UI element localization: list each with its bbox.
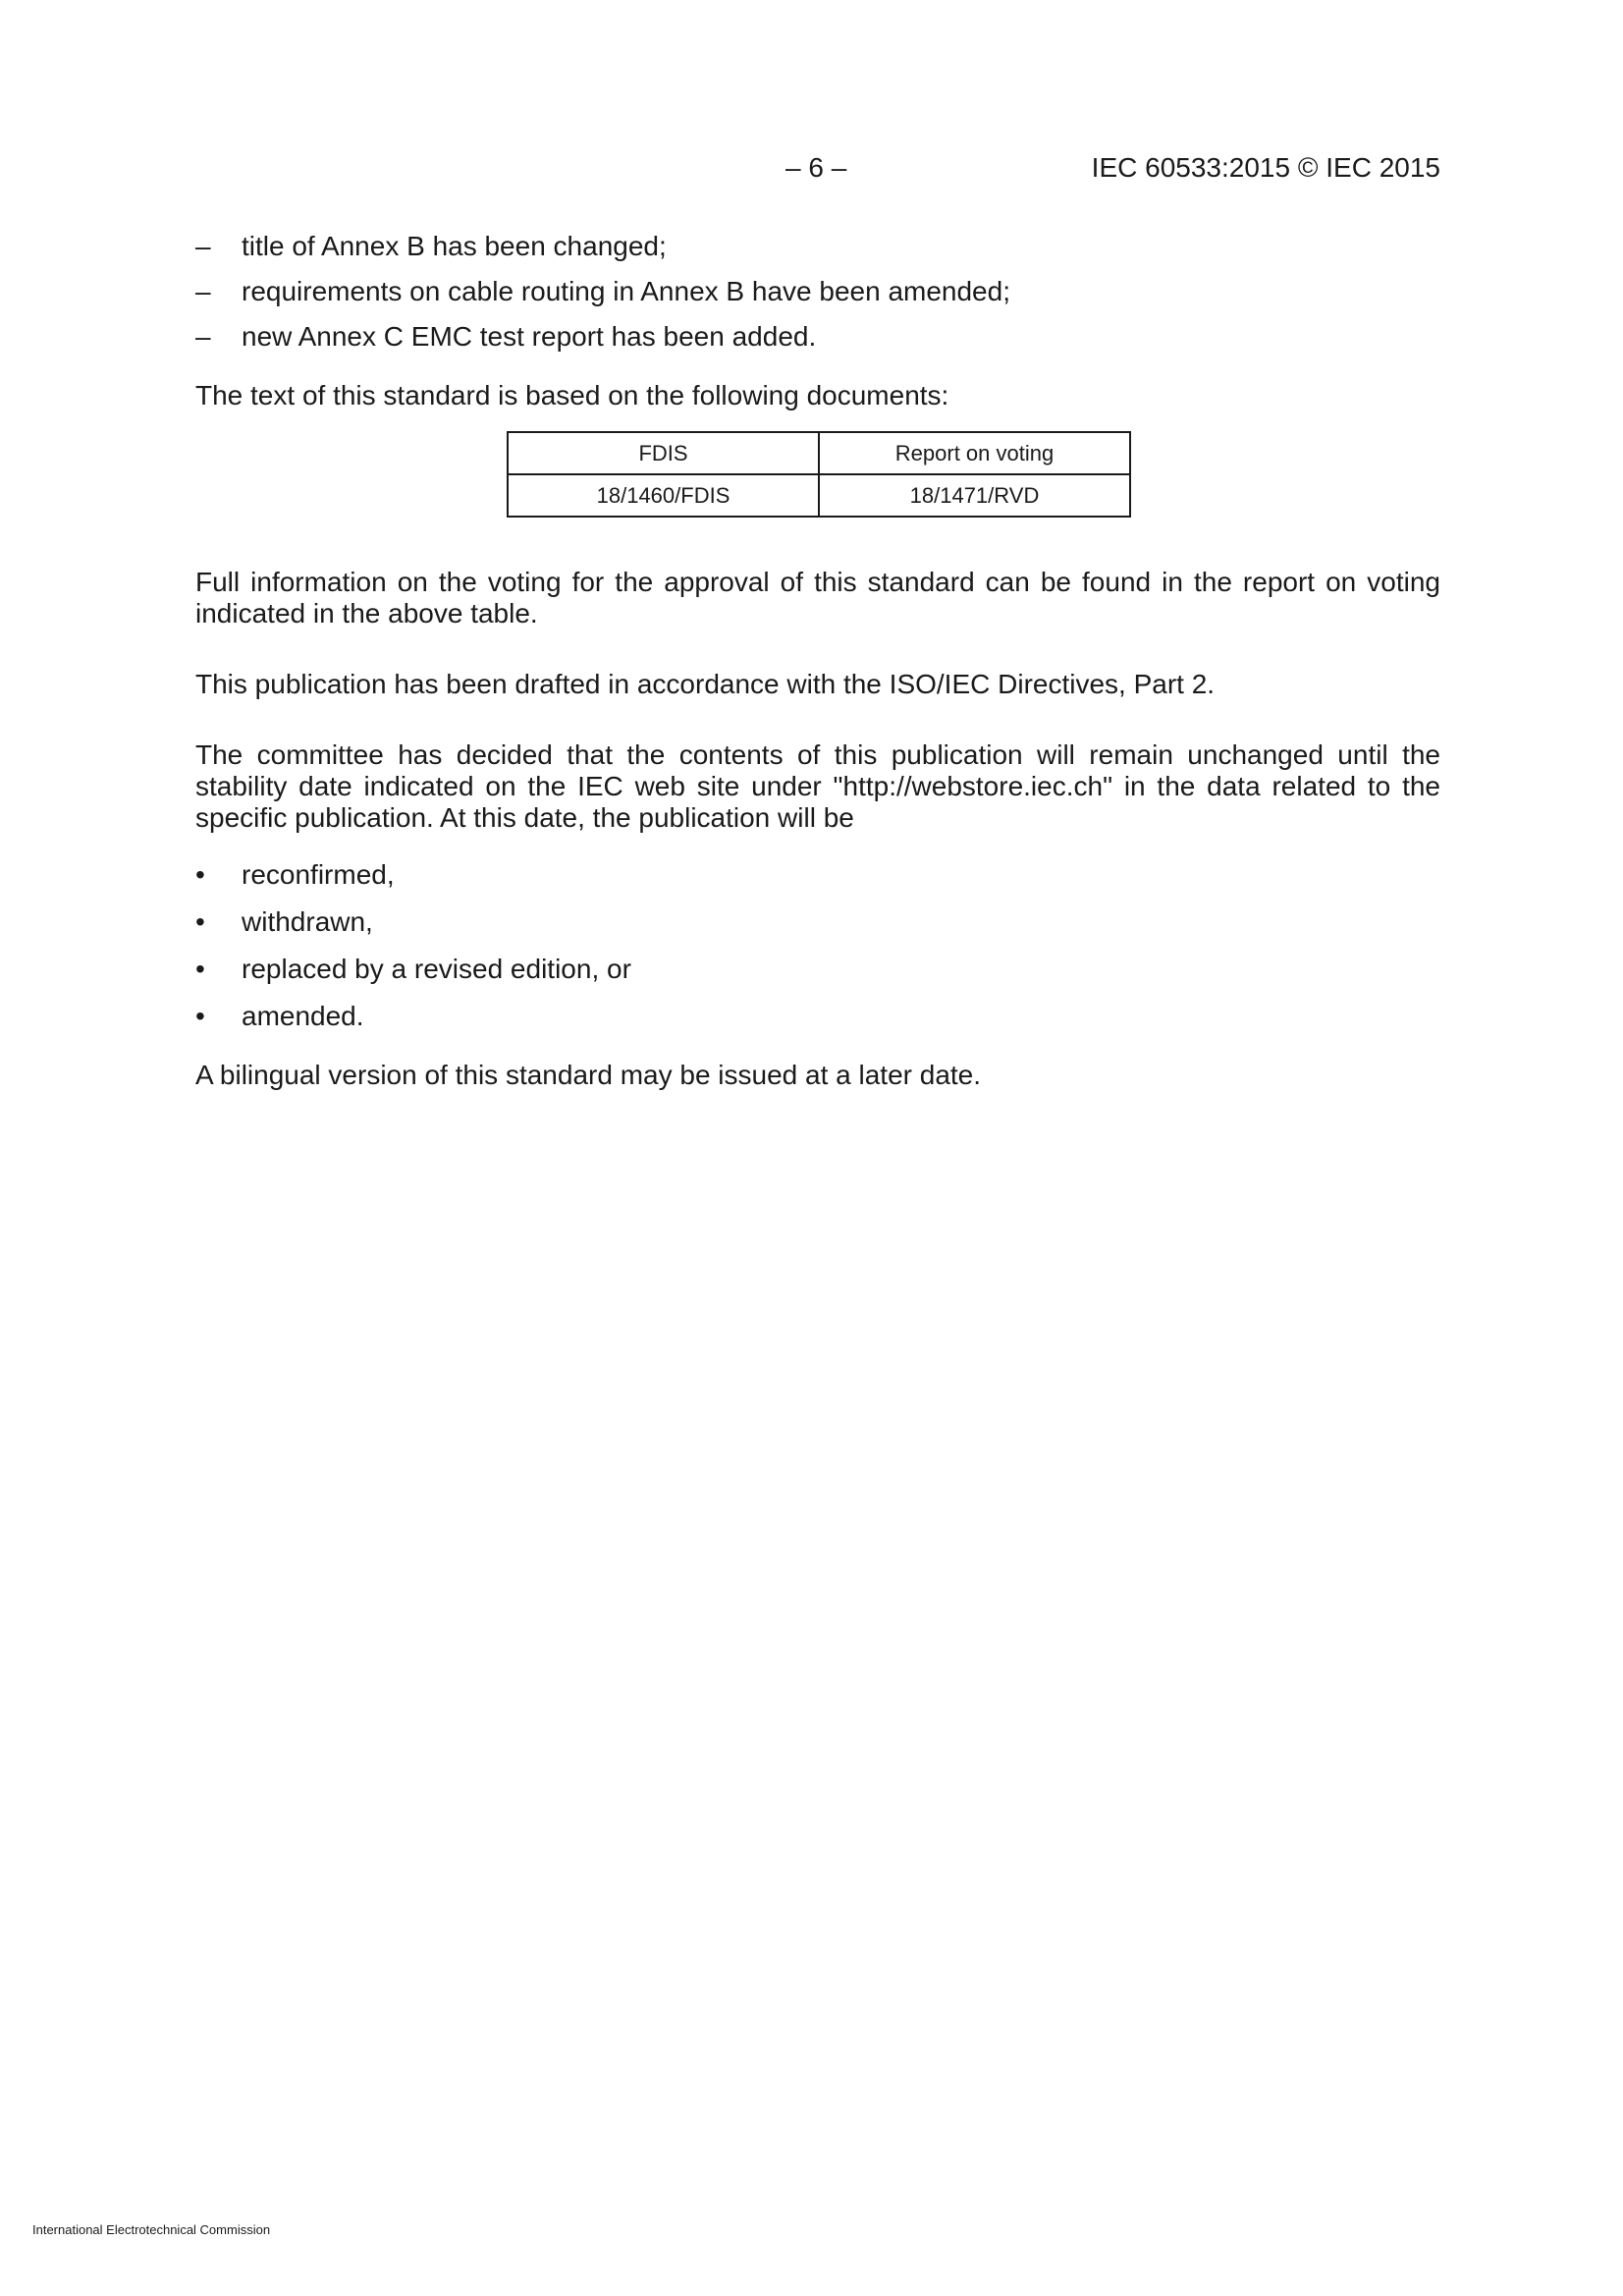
changes-list <box>195 231 1440 366</box>
bullet-marker: • <box>195 954 205 984</box>
drafted-paragraph: This publication has been drafted in accordance with the ISO/IEC Directives, Part 2. <box>195 669 1216 699</box>
list-item <box>195 276 1440 321</box>
full-information-paragraph: Full information on the voting for the approval of this standard can be found in the report on voting indicated in the above table. <box>195 567 1440 629</box>
dash-marker: – <box>195 321 211 352</box>
committee-paragraph: The committee has decided that the contents of this publication will remain unchanged until the stability date indicated on the IEC web site under "http://webstore.iec.ch" in the data related to the specific publication. At this date, the publication will be <box>195 739 1440 833</box>
list-item <box>195 954 1440 1001</box>
page-footer: International Electrotechnical Commission <box>32 2222 271 2237</box>
document-reference: IEC 60533:2015 © IEC 2015 <box>1091 152 1440 183</box>
list-item-text: withdrawn, <box>242 906 373 937</box>
list-item <box>195 321 1440 366</box>
list-item-text: requirements on cable routing in Annex B have been amended; <box>242 276 1010 306</box>
list-item <box>195 1001 1440 1048</box>
bilingual-paragraph: A bilingual version of this standard may be issued at a later date. <box>195 1060 982 1090</box>
page-header <box>0 152 1623 191</box>
page-number: – 6 – <box>785 152 847 183</box>
table-header-report: Report on voting <box>819 432 1130 474</box>
based-on-paragraph: The text of this standard is based on the following documents: <box>195 380 949 410</box>
table-cell-rvd: 18/1471/RVD <box>819 474 1130 517</box>
bullet-marker: • <box>195 906 205 937</box>
list-item <box>195 906 1440 954</box>
dash-marker: – <box>195 231 211 261</box>
outcomes-list <box>195 859 1440 1048</box>
bullet-marker: • <box>195 1001 205 1031</box>
page-body <box>195 231 1440 1091</box>
table-header-row <box>508 432 1130 474</box>
dash-marker: – <box>195 276 211 306</box>
list-item-text: amended. <box>242 1001 364 1031</box>
list-item-text: new Annex C EMC test report has been added. <box>242 321 817 352</box>
table-cell-fdis: 18/1460/FDIS <box>508 474 819 517</box>
list-item-text: replaced by a revised edition, or <box>242 954 631 984</box>
bullet-marker: • <box>195 859 205 890</box>
list-item <box>195 859 1440 906</box>
list-item <box>195 231 1440 276</box>
list-item-text: reconfirmed, <box>242 859 395 890</box>
voting-documents-table <box>507 431 1131 518</box>
table-header-fdis: FDIS <box>508 432 819 474</box>
list-item-text: title of Annex B has been changed; <box>242 231 667 261</box>
table-row <box>508 474 1130 517</box>
